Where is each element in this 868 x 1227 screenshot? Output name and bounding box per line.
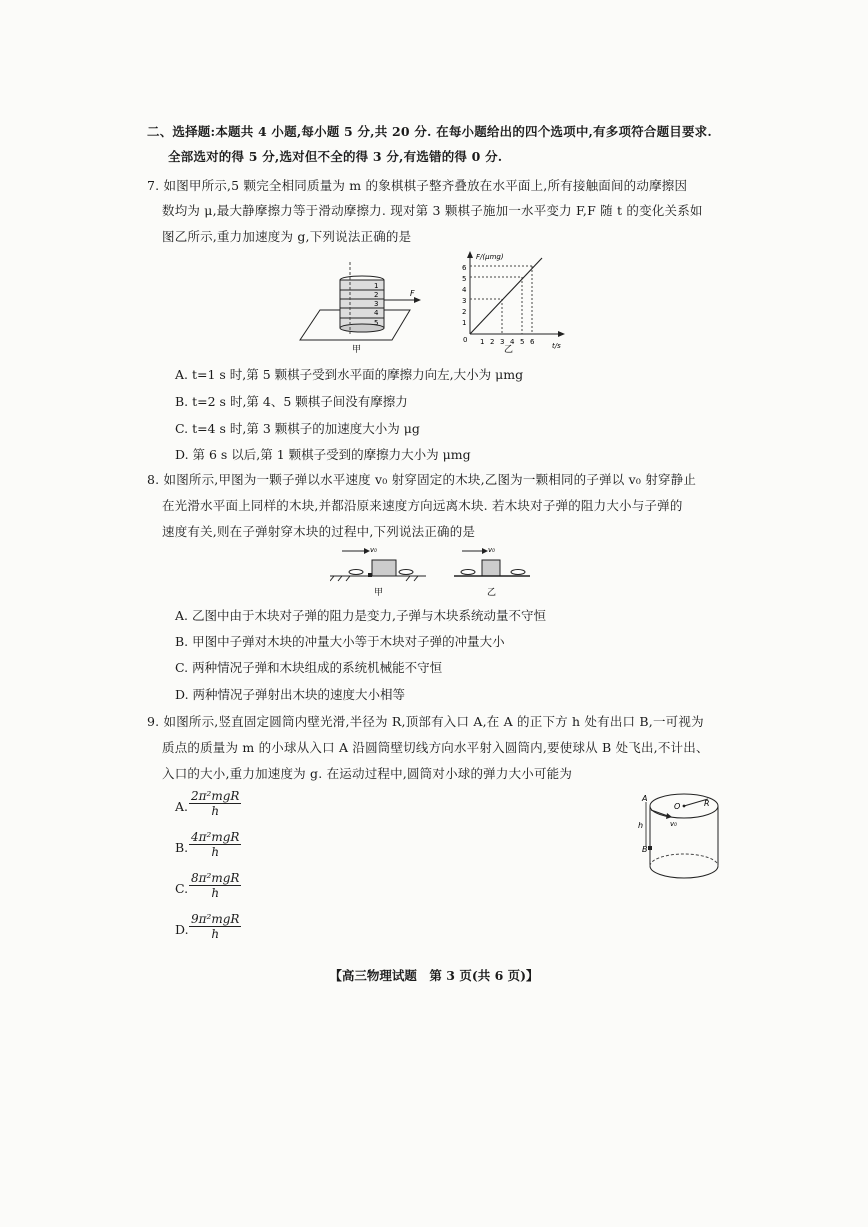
- section-header-line2: 全部选对的得 5 分,选对但不全的得 3 分,有选错的得 0 分.: [168, 149, 503, 164]
- y-tick-4: 4: [462, 286, 467, 294]
- caption-jia: 甲: [352, 345, 362, 355]
- q9-option-d-frac: [189, 912, 241, 941]
- x-tick-4: 4: [510, 338, 515, 346]
- free-block-diagram: [454, 546, 530, 598]
- q9-option-b-num: 4π²mgR: [191, 830, 240, 844]
- q7-stem-line1: 7. 如图甲所示,5 颗完全相同质量为 m 的象棋棋子整齐叠放在水平面上,所有接触面间的动摩擦因: [147, 178, 688, 193]
- q8-stem-line3: 速度有关,则在子弹射穿木块的过程中,下列说法正确的是: [162, 524, 476, 539]
- q9-option-b-frac: [189, 830, 241, 859]
- q8-option-d: D. 两种情况子弹射出木块的速度大小相等: [175, 687, 406, 702]
- y-tick-5: 5: [462, 275, 467, 283]
- y-tick-2: 2: [462, 308, 467, 316]
- center-o-label: O: [674, 802, 681, 811]
- q9-stem-line3: 入口的大小,重力加速度为 g. 在运动过程中,圆筒对小球的弹力大小可能为: [162, 766, 573, 781]
- q8-option-a: A. 乙图中由于木块对子弹的阻力是变力,子弹与木块系统动量不守恒: [175, 608, 546, 623]
- q8-figure: [330, 543, 560, 599]
- inlet-a-label: A: [642, 794, 648, 803]
- radius-r-label: R: [704, 799, 710, 808]
- stack-label-1: 1: [374, 282, 379, 290]
- q8-caption-jia: 甲: [374, 588, 384, 598]
- q7-figure: [290, 248, 590, 356]
- y-tick-3: 3: [462, 297, 467, 305]
- q9-option-d-den: h: [211, 927, 220, 941]
- q9-option-a-num: 2π²mgR: [191, 789, 240, 803]
- q9-option-a-frac: [189, 789, 241, 818]
- fixed-block-diagram: [330, 546, 426, 598]
- q9-option-d-num: 9π²mgR: [191, 912, 240, 926]
- v0-label-left: v₀: [370, 546, 377, 554]
- q7-option-c: C. t=4 s 时,第 3 颗棋子的加速度大小为 μg: [175, 421, 420, 436]
- x-tick-2: 2: [490, 338, 495, 346]
- q9-option-d-label: D.: [175, 922, 189, 937]
- page-footer: 【高三物理试题 第 3 页(共 6 页)】: [329, 968, 539, 983]
- y-axis-label: F/(μmg): [476, 253, 504, 261]
- v0-label-right: v₀: [488, 546, 495, 554]
- x-axis-label: t/s: [552, 342, 561, 350]
- x-tick-1: 1: [480, 338, 485, 346]
- q8-caption-yi: 乙: [487, 588, 497, 598]
- section-header-line1: 二、选择题:本题共 4 小题,每小题 5 分,共 20 分. 在每小题给出的四个选项中,有多项符合题目要求.: [147, 124, 712, 139]
- stack-label-3: 3: [374, 300, 379, 308]
- f-t-graph: [462, 251, 565, 355]
- x-tick-3: 3: [500, 338, 505, 346]
- q9-stem-line1: 9. 如图所示,竖直固定圆筒内壁光滑,半径为 R,顶部有入口 A,在 A 的正下方 h 处有出口 B,一可视为: [147, 714, 704, 729]
- q9-option-b-den: h: [211, 845, 220, 859]
- velocity-v0-label: v₀: [670, 820, 677, 828]
- q8-stem-line1: 8. 如图所示,甲图为一颗子弹以水平速度 v₀ 射穿固定的木块,乙图为一颗相同的子弹以 v₀ 射穿静止: [147, 472, 697, 487]
- q9-option-b-label: B.: [175, 840, 189, 855]
- q7-option-b: B. t=2 s 时,第 4、5 颗棋子间没有摩擦力: [175, 394, 408, 409]
- x-tick-6: 6: [530, 338, 535, 346]
- chess-stack: [340, 262, 384, 334]
- height-h-label: h: [638, 821, 644, 830]
- q9-option-c-frac: [189, 871, 241, 900]
- y-tick-6: 6: [462, 264, 467, 272]
- q9-option-a-den: h: [211, 804, 220, 818]
- q8-stem-line2: 在光滑水平面上同样的木块,并都沿原来速度方向远离木块. 若木块对子弹的阻力大小与子弹的: [162, 498, 683, 513]
- q9-option-c-den: h: [211, 886, 220, 900]
- q7-stem-line2: 数均为 μ,最大静摩擦力等于滑动摩擦力. 现对第 3 颗棋子施加一水平变力 F,F 随 t 的变化关系如: [162, 203, 703, 218]
- caption-yi: 乙: [504, 345, 514, 355]
- q9-cylinder-figure: [634, 788, 730, 886]
- q7-option-d: D. 第 6 s 以后,第 1 颗棋子受到的摩擦力大小为 μmg: [175, 447, 471, 462]
- f-t-line: [470, 258, 542, 334]
- force-label: F: [410, 289, 415, 298]
- q9-option-c-num: 8π²mgR: [191, 871, 240, 885]
- y-tick-1: 1: [462, 319, 467, 327]
- q9-option-a-label: A.: [175, 799, 189, 814]
- stack-label-2: 2: [374, 291, 379, 299]
- outlet-b-label: B: [642, 845, 648, 854]
- q7-stem-line3: 图乙所示,重力加速度为 g,下列说法正确的是: [162, 229, 412, 244]
- q9-option-c-label: C.: [175, 881, 189, 896]
- stack-label-5: 5: [374, 319, 379, 327]
- q7-option-a: A. t=1 s 时,第 5 颗棋子受到水平面的摩擦力向左,大小为 μmg: [175, 367, 524, 382]
- q9-stem-line2: 质点的质量为 m 的小球从入口 A 沿圆筒壁切线方向水平射入圆筒内,要使球从 B 处飞出,不计出、: [162, 740, 709, 755]
- stack-label-4: 4: [374, 309, 379, 317]
- q8-option-c: C. 两种情况子弹和木块组成的系统机械能不守恒: [175, 660, 443, 675]
- origin-label: 0: [463, 336, 468, 344]
- q8-option-b: B. 甲图中子弹对木块的冲量大小等于木块对子弹的冲量大小: [175, 634, 505, 649]
- x-tick-5: 5: [520, 338, 525, 346]
